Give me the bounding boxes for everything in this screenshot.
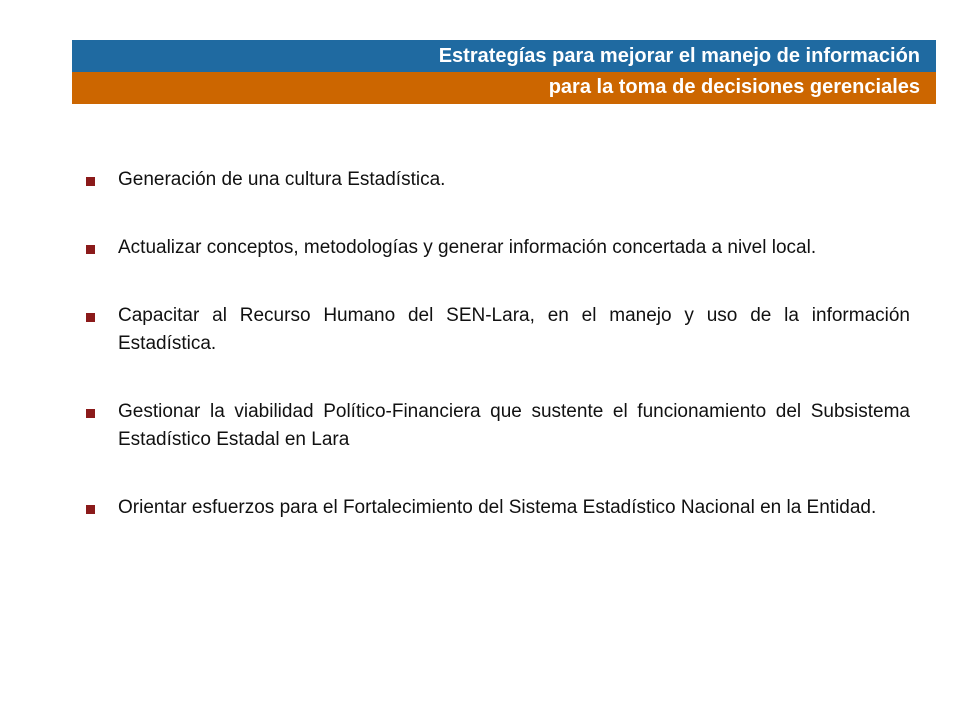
bullet-item-1: [82, 166, 910, 194]
bullet-text: Gestionar la viabilidad Político-Financiera que sustente el funcionamiento del Subsistema Estadístico Estadal en Lara: [118, 401, 910, 450]
bullet-text: Orientar esfuerzos para el Fortalecimiento del Sistema Estadístico Nacional en la Entidad.: [118, 497, 877, 518]
title-line-1: Estrategías para mejorar el manejo de información: [72, 40, 936, 72]
square-bullet-icon: [86, 313, 95, 322]
square-bullet-icon: [86, 409, 95, 418]
bullet-text: Generación de una cultura Estadística.: [118, 169, 446, 190]
bullet-item-4: [82, 398, 910, 454]
square-bullet-icon: [86, 505, 95, 514]
square-bullet-icon: [86, 245, 95, 254]
bullet-item-2: [82, 234, 910, 262]
bullet-list: [82, 166, 910, 562]
bullet-text: Actualizar conceptos, metodologías y generar información concertada a nivel local.: [118, 237, 817, 258]
bullet-text: Capacitar al Recurso Humano del SEN-Lara, en el manejo y uso de la información Estadística.: [118, 305, 910, 354]
bullet-item-5: [82, 494, 910, 522]
square-bullet-icon: [86, 177, 95, 186]
bullet-item-3: [82, 302, 910, 358]
title-line-2: para la toma de decisiones gerenciales: [72, 72, 936, 104]
